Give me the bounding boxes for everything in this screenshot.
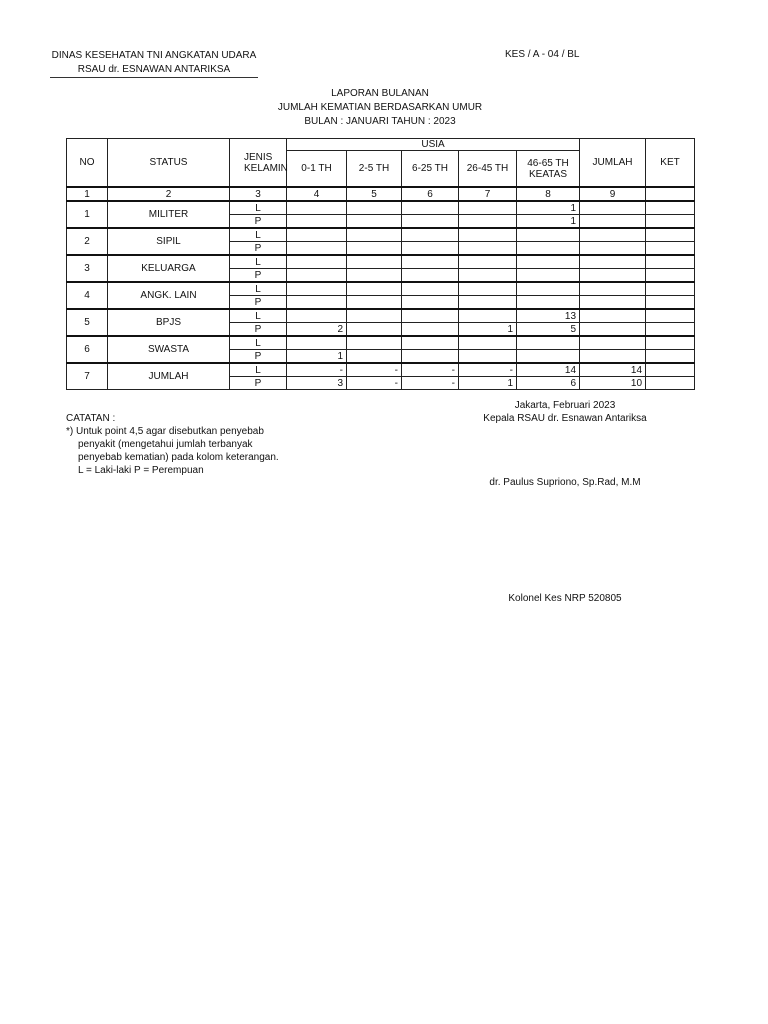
table-cell [287,201,347,215]
table-cell [646,296,695,310]
col-number: 9 [580,187,646,201]
table-row [67,336,695,350]
table-cell: - [347,377,402,390]
col-number: 7 [459,187,517,201]
table-cell [459,255,517,269]
col-number: 6 [402,187,459,201]
notes [66,412,279,477]
table-cell [646,309,695,323]
table-cell [646,269,695,283]
col-number [646,187,695,201]
row-status: JUMLAH [108,363,230,390]
table-cell: 10 [580,377,646,390]
table-cell [459,309,517,323]
table-cell [646,336,695,350]
sex-label: L [230,255,287,269]
sex-label: L [230,336,287,350]
age-group-6-25: 6-25 TH [402,151,459,187]
col-number: 8 [517,187,580,201]
table-cell: 1 [517,201,580,215]
row-status: BPJS [108,309,230,336]
table-cell [517,228,580,242]
table-cell: 1 [459,323,517,337]
table-row [67,201,695,215]
table-cell [580,309,646,323]
sex-label: P [230,242,287,256]
table-cell: 6 [517,377,580,390]
table-cell [646,255,695,269]
sex-label: L [230,363,287,377]
sex-label: L [230,309,287,323]
table-row [67,363,695,377]
col-note-header: KET [646,139,695,188]
table-cell [347,215,402,229]
col-sex-header: JENIS KELAMIN [230,139,287,188]
row-status: MILITER [108,201,230,228]
table-cell [347,323,402,337]
table-cell [402,323,459,337]
table-cell: 1 [459,377,517,390]
table-cell [347,350,402,364]
row-status: SWASTA [108,336,230,363]
table-cell: 2 [287,323,347,337]
col-status-header: STATUS [108,139,230,188]
sex-label: P [230,215,287,229]
table-cell: 14 [580,363,646,377]
sex-label: P [230,323,287,337]
table-cell [459,228,517,242]
signature-block [470,399,660,425]
table-cell: - [347,363,402,377]
table-cell [646,215,695,229]
table-cell [646,377,695,390]
table-cell [580,242,646,256]
table-row [67,282,695,296]
table-cell: 1 [517,215,580,229]
column-number-row [67,187,695,201]
table-cell [402,215,459,229]
table-cell [646,282,695,296]
table-cell [646,242,695,256]
title-line2: JUMLAH KEMATIAN BERDASARKAN UMUR [277,102,483,113]
table-cell [580,336,646,350]
table-cell [402,269,459,283]
table-cell [580,350,646,364]
notes-line: *) Untuk point 4,5 agar disebutkan penyebab [66,426,264,437]
table-cell [459,336,517,350]
table-cell [347,255,402,269]
signer-rank: Kolonel Kes NRP 520805 [508,593,622,604]
table-cell [347,269,402,283]
sex-label: P [230,377,287,390]
table-cell [517,296,580,310]
table-cell [347,242,402,256]
table-row [67,255,695,269]
table-cell: 3 [287,377,347,390]
table-cell [287,282,347,296]
table-cell [347,228,402,242]
table-cell [287,228,347,242]
table-cell [580,215,646,229]
table-cell: 14 [517,363,580,377]
table-cell [347,282,402,296]
table-cell [646,201,695,215]
table-cell [580,201,646,215]
row-number: 5 [67,309,108,336]
org-name-line2: RSAU dr. ESNAWAN ANTARIKSA [50,63,258,78]
col-total-header: JUMLAH [580,139,646,188]
table-cell [287,309,347,323]
row-number: 7 [67,363,108,390]
org-name-line1: DINAS KESEHATAN TNI ANGKATAN UDARA [51,50,257,61]
col-age-header: USIA [287,139,580,151]
title-line1: LAPORAN BULANAN [331,88,429,99]
table-cell [646,228,695,242]
table-cell [459,269,517,283]
notes-line: penyakit (mengetahui jumlah terbanyak [78,439,253,450]
table-cell [517,282,580,296]
col-no-header: NO [67,139,108,188]
sex-label: L [230,282,287,296]
sex-label: P [230,269,287,283]
table-cell [580,282,646,296]
col-number: 5 [347,187,402,201]
death-report-table [66,138,695,390]
table-cell: - [459,363,517,377]
table-row [67,228,695,242]
row-number: 6 [67,336,108,363]
table-cell [580,255,646,269]
notes-legend: L = Laki-laki P = Perempuan [78,465,204,476]
table-cell [347,201,402,215]
table-cell [287,336,347,350]
table-cell [646,323,695,337]
col-number: 1 [67,187,108,201]
report-title [200,87,560,129]
table-cell [459,282,517,296]
age-group-2-5: 2-5 TH [347,151,402,187]
row-status: SIPIL [108,228,230,255]
col-number: 3 [230,187,287,201]
table-cell [646,350,695,364]
table-cell [459,296,517,310]
header-row [67,139,695,151]
table-cell [646,363,695,377]
sex-label: L [230,228,287,242]
table-cell [459,201,517,215]
row-number: 4 [67,282,108,309]
table-cell [517,255,580,269]
table-cell [402,201,459,215]
table-cell: - [287,363,347,377]
table-cell [287,269,347,283]
table-cell [347,296,402,310]
table-cell [580,296,646,310]
table-cell [287,296,347,310]
table-cell: 5 [517,323,580,337]
title-line3: BULAN : JANUARI TAHUN : 2023 [304,116,456,127]
age-group-0-1: 0-1 TH [287,151,347,187]
table-cell [459,350,517,364]
place-date: Jakarta, Februari 2023 [514,400,616,411]
sex-label: L [230,201,287,215]
age-group-26-45: 26-45 TH [459,151,517,187]
table-cell [517,350,580,364]
table-cell [580,269,646,283]
table-cell [402,296,459,310]
sex-label: P [230,296,287,310]
table-cell [459,242,517,256]
row-status: ANGK. LAIN [108,282,230,309]
signer-position: Kepala RSAU dr. Esnawan Antariksa [483,413,647,424]
col-number: 2 [108,187,230,201]
table-cell [402,309,459,323]
table-cell [287,215,347,229]
table-cell [402,282,459,296]
table-cell [402,255,459,269]
table-cell: - [402,377,459,390]
row-status: KELUARGA [108,255,230,282]
notes-title: CATATAN : [66,413,116,424]
table-cell: 13 [517,309,580,323]
sex-label: P [230,350,287,364]
table-row [67,309,695,323]
signer-name: dr. Paulus Supriono, Sp.Rad, M.M [489,477,641,488]
table-cell [517,336,580,350]
table-cell: 1 [287,350,347,364]
table-cell [347,336,402,350]
table-cell [347,309,402,323]
form-code: KES / A - 04 / BL [505,49,580,60]
table-cell [580,323,646,337]
table-cell [402,228,459,242]
table-cell [459,215,517,229]
table-cell: - [402,363,459,377]
table-cell [402,350,459,364]
table-cell [402,242,459,256]
table-cell [580,228,646,242]
col-number: 4 [287,187,347,201]
row-number: 2 [67,228,108,255]
table-cell [402,336,459,350]
row-number: 1 [67,201,108,228]
table-cell [517,242,580,256]
table-cell [517,269,580,283]
row-number: 3 [67,255,108,282]
notes-line: penyebab kematian) pada kolom keterangan. [78,452,279,463]
organization-header [50,49,258,78]
table-cell [287,255,347,269]
table-cell [287,242,347,256]
age-group-46-65: 46-65 TH KEATAS [517,151,580,187]
